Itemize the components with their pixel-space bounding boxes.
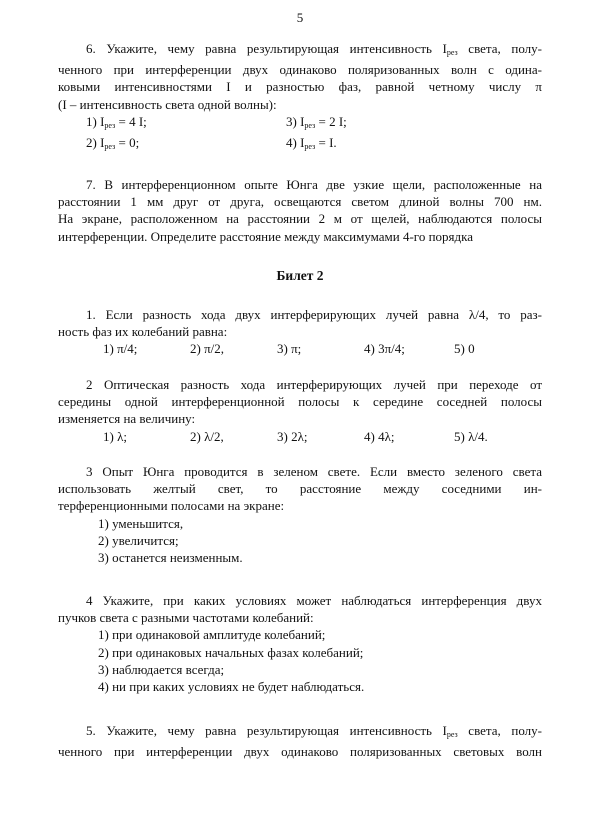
b2-option: 1) λ; bbox=[103, 428, 127, 444]
q6-line-1: 6. Укажите, чему равна результирующая интенсивность $I_{рез}$ света, полу- bbox=[86, 41, 542, 57]
b3-options bbox=[98, 515, 542, 567]
ticket2-question-2 bbox=[58, 376, 542, 445]
page-number: 5 bbox=[296, 10, 304, 25]
question-6 bbox=[58, 40, 542, 155]
b1-options bbox=[103, 340, 542, 357]
q6-option: 1) $I_{рез} = 4$ I; bbox=[86, 113, 147, 130]
b1-line-2: ность фаз их колебаний равна: bbox=[58, 324, 228, 340]
b5-line-2: ченного при интерференции двух одинаково поляризованных световых волн bbox=[58, 744, 542, 760]
b1-option: 4) 3π/4; bbox=[364, 341, 405, 357]
question-7 bbox=[58, 176, 542, 245]
b2-option: 3) 2λ; bbox=[277, 428, 308, 444]
b4-line-1: 4 Укажите, при каких условиях может наблюдаться интерференция двух bbox=[86, 593, 542, 608]
b2-option: 5) λ/4. bbox=[454, 428, 488, 444]
b3-line-1: 3 Опыт Юнга проводится в зеленом свете. Если вместо зеленого света bbox=[86, 464, 542, 479]
q6-options bbox=[86, 113, 542, 155]
b3-option: 3) останется неизменным. bbox=[98, 550, 243, 566]
b1-option: 1) π/4; bbox=[103, 341, 138, 357]
q7-line-3: На экране, расположенном на расстоянии 2 м от щелей, наблюдаются полосы bbox=[58, 211, 542, 227]
q6-line-2: ченного при интерференции двух одинаково поляризованных волн с одина- bbox=[58, 62, 542, 78]
b4-option: 1) при одинаковой амплитуде колебаний; bbox=[98, 627, 326, 643]
ticket2-question-4 bbox=[58, 592, 542, 695]
b1-option: 2) π/2, bbox=[190, 341, 225, 357]
b3-option: 2) увеличится; bbox=[98, 532, 179, 548]
b2-line-3: изменяется на величину: bbox=[58, 411, 196, 427]
b4-option: 4) ни при каких условиях не будет наблюдаться. bbox=[98, 679, 365, 695]
b2-options bbox=[103, 428, 542, 445]
q6-option: 2) $I_{рез} = 0$; bbox=[86, 135, 140, 152]
q7-line-2: расстоянии 1 мм друг от друга, освещаются светом длиной волны 700 нм. bbox=[58, 194, 542, 210]
q6-line-3: ковыми интенсивностями I и разностью фаз, равной четному числу π bbox=[58, 79, 542, 95]
b2-line-1: 2 Оптическая разность хода интерферирующих лучей при переходе от bbox=[86, 377, 542, 392]
b4-option: 2) при одинаковых начальных фазах колебаний; bbox=[98, 644, 364, 660]
b3-line-3: терференционными полосами на экране: bbox=[58, 498, 285, 514]
q7-line-1: 7. В интерференционном опыте Юнга две узкие щели, расположенные на bbox=[86, 177, 542, 192]
b1-line-1: 1. Если разность хода двух интерферирующих лучей равна λ/4, то раз- bbox=[86, 307, 542, 322]
q6-option: 4) $I_{рез} = I$. bbox=[286, 135, 337, 152]
b4-options bbox=[98, 626, 542, 695]
b3-line-2: использовать желтый свет, то расстояние между соседними ин- bbox=[58, 481, 542, 497]
b4-line-2: пучков света с разными частотами колебаний: bbox=[58, 610, 314, 626]
ticket-title: Билет 2 bbox=[276, 268, 324, 283]
b2-option: 4) 4λ; bbox=[364, 428, 395, 444]
ticket2-question-1 bbox=[58, 306, 542, 358]
ticket2-question-3 bbox=[58, 463, 542, 566]
b4-option: 3) наблюдается всегда; bbox=[98, 661, 225, 677]
q6-option: 3) $I_{рез} = 2$ I; bbox=[286, 113, 347, 130]
b5-line-1: 5. Укажите, чему равна результирующая интенсивность $I_{рез}$ света, полу- bbox=[86, 723, 542, 739]
b1-option: 5) 0 bbox=[454, 341, 475, 357]
q7-line-4: интерференции. Определите расстояние между максимумами 4-го порядка bbox=[58, 228, 474, 244]
b2-option: 2) λ/2, bbox=[190, 428, 224, 444]
ticket2-question-5 bbox=[58, 722, 542, 760]
b1-option: 3) π; bbox=[277, 341, 302, 357]
q6-line-4: (I – интенсивность света одной волны): bbox=[58, 96, 277, 112]
b2-line-2: середины одной интерференционной полосы к середине соседней полосы bbox=[58, 394, 542, 410]
b3-option: 1) уменьшится, bbox=[98, 515, 184, 531]
